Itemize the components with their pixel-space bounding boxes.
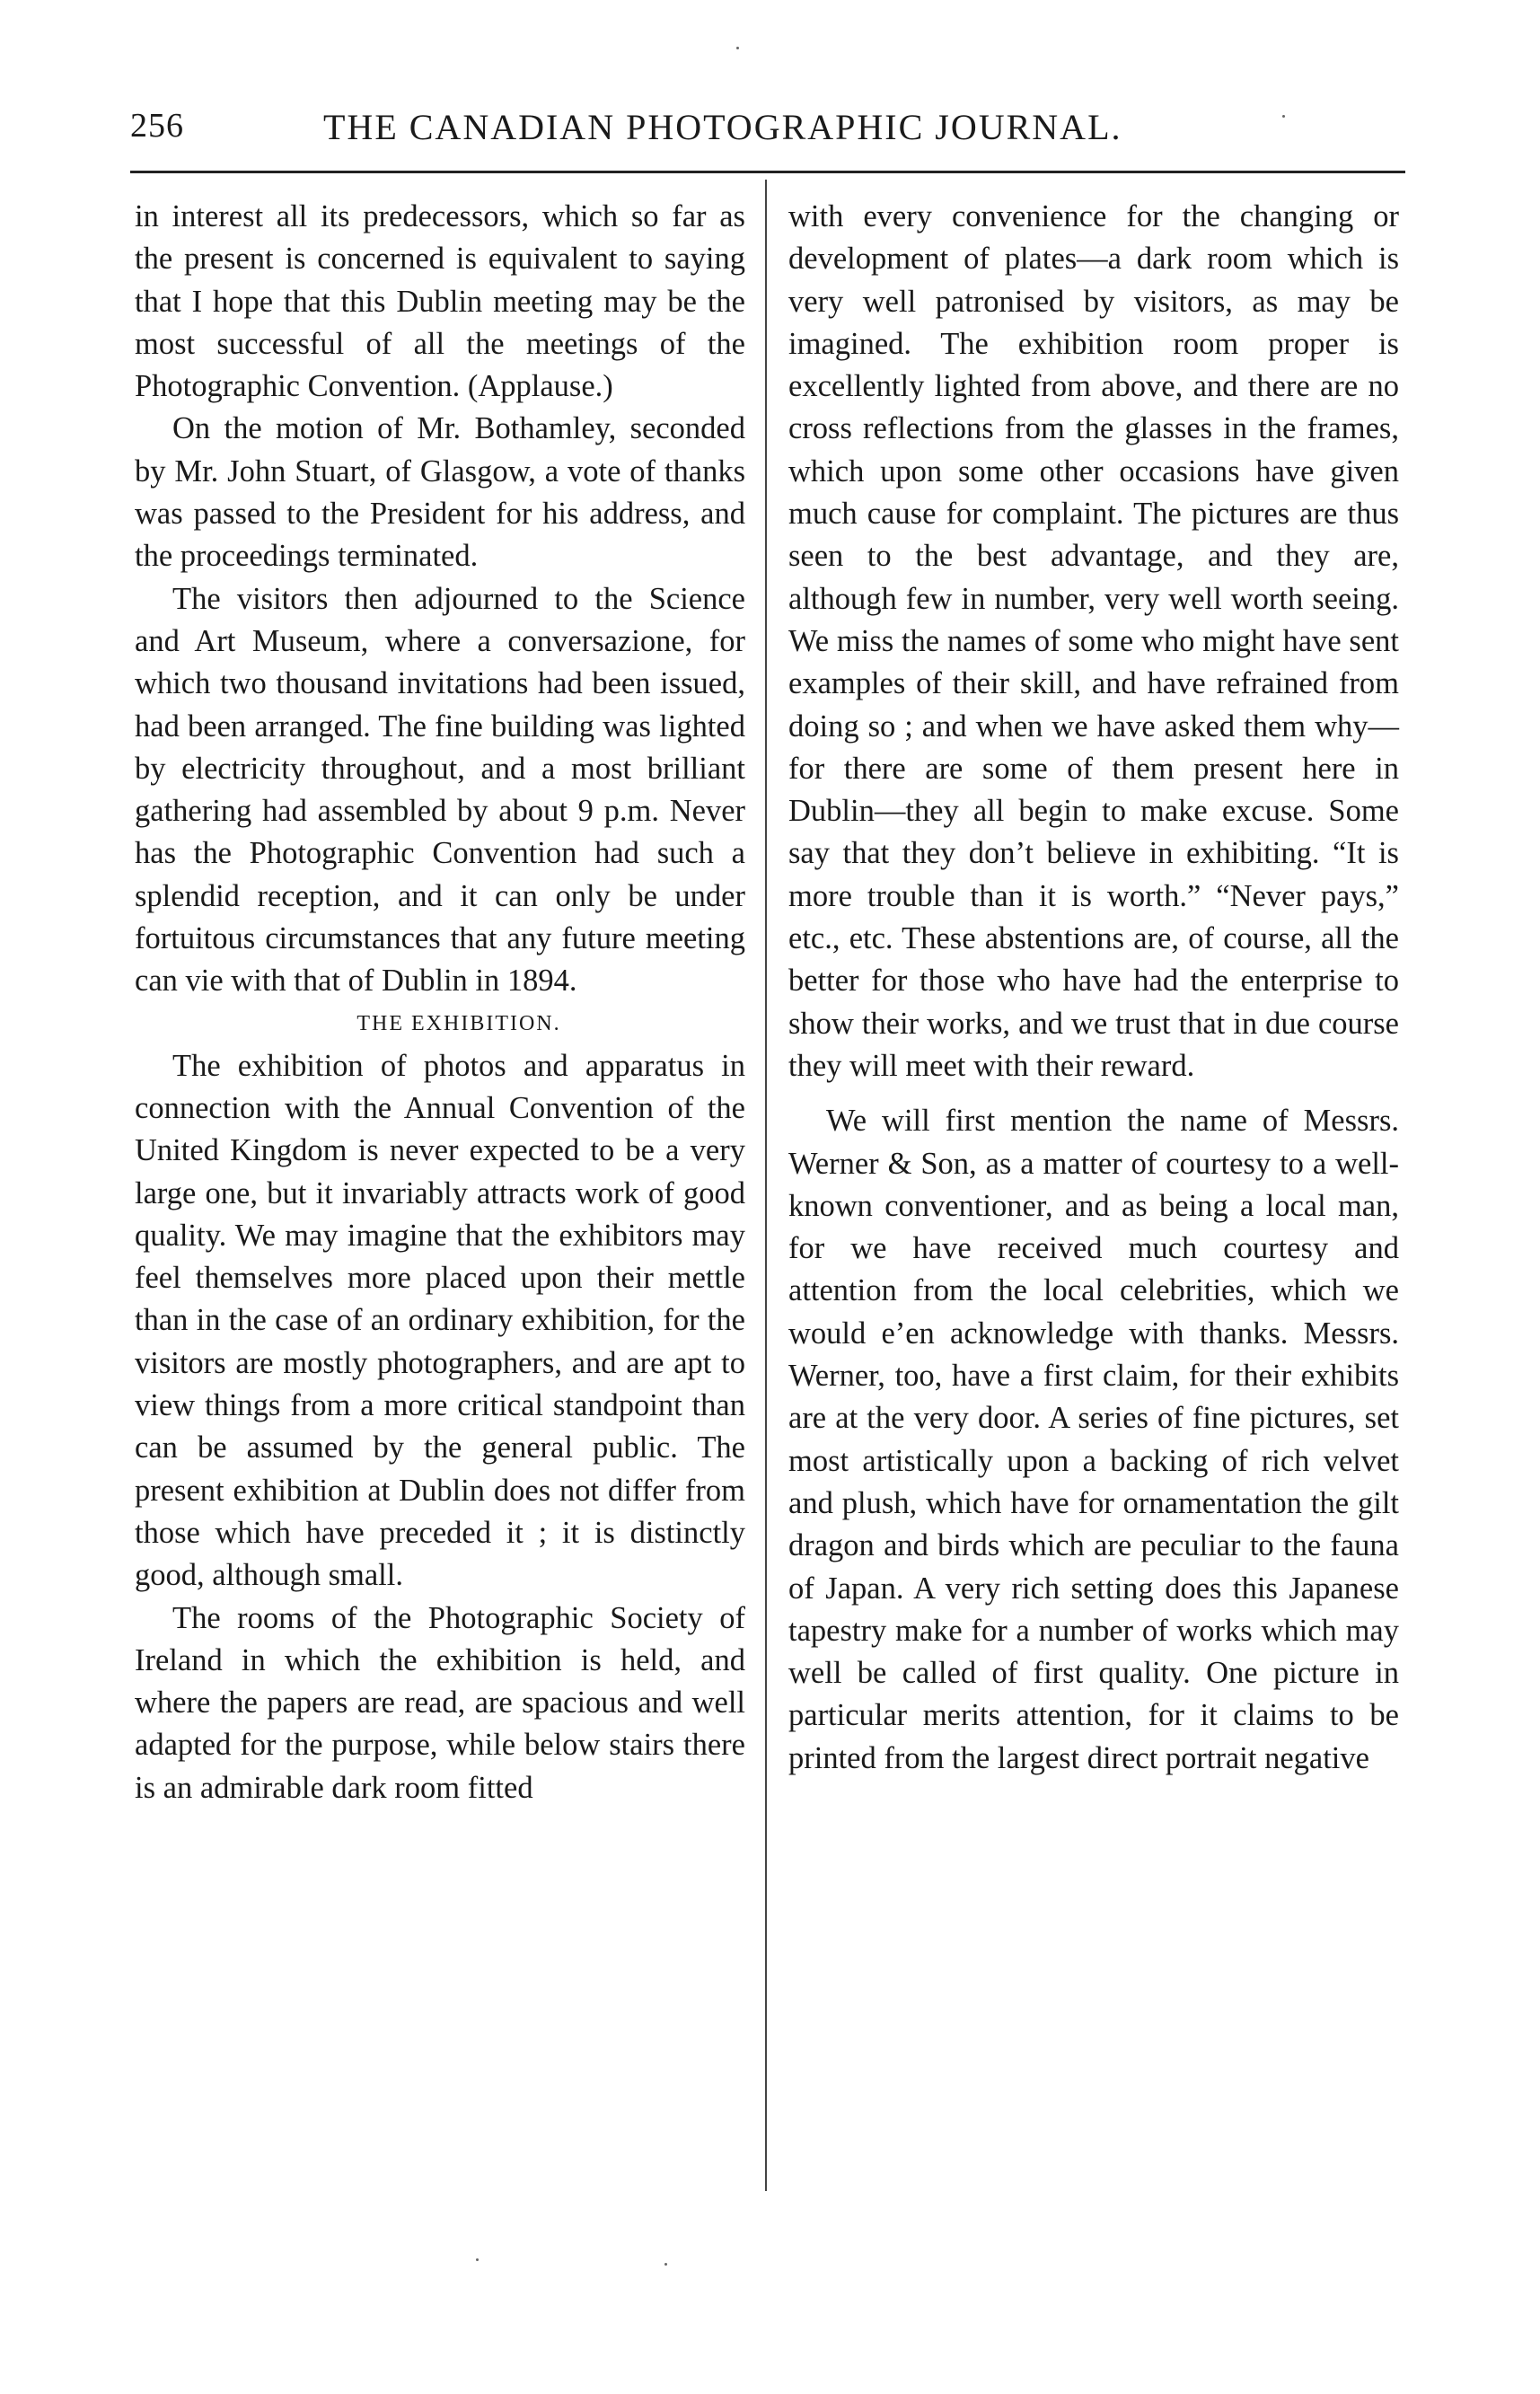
paragraph-continued-right: with every convenience for the changing or development of plates—a dark room which is very well patronised by visitors, as may be imagined. The exhibition room proper is excellently lighted from above, and there are no cross reflections from the glasses in the frames, which upon some other occasions have given much cause for complaint. The pictures are thus seen to the best advantage, and they are, although few in number, very well worth seeing. We miss the names of some who might have sent examples of their skill, and have refrained from doing so ; and when we have asked them why—for there are some of them present here in Dublin—they all begin to make excuse. Some say that they don’t believe in exhibiting. “It is more trouble than it is worth.” “Never pays,” etc., etc. These abstentions are, of course, all the better for those who have had the enterprise to show their works, and we trust that in due course they will meet with their reward. <box>788 199 1399 1083</box>
header-rule <box>130 171 1405 173</box>
paragraph-continued: in interest all its predecessors, which so far as the present is concerned is equivalent to saying that I hope that this Dublin meeting may be the most successful of all the meetings of the Photographic Convention. (Applause.) <box>135 199 745 404</box>
journal-title: THE CANADIAN PHOTOGRAPHIC JOURNAL. <box>323 107 1122 147</box>
paragraph-conversazione: The visitors then adjourned to the Science and Art Museum, where a conversazione, for which two thousand invitations had been issued, had been arranged. The fine building was lighted by electricity throughout, and a most brilliant gathering had assembled by about 9 p.m. Never has the Photographic Convention had such a splendid reception, and it can only be under fortuitous circumstances that any future meeting can vie with that of Dublin in 1894. <box>135 581 745 999</box>
paper-speck <box>736 47 739 49</box>
paragraph-vote-of-thanks: On the motion of Mr. Bothamley, seconded by Mr. John Stuart, of Glasgow, a vote of thanks was passed to the President for his address, and the proceedings terminated. <box>135 411 745 574</box>
column-divider <box>765 180 767 2191</box>
page-number: 256 <box>130 107 184 145</box>
section-heading: THE EXHIBITION. <box>356 1011 561 1035</box>
paragraph-rooms: The rooms of the Photographic Society of Ireland in which the exhibition is held, and where the papers are read, are spacious and well adapted for the purpose, while below stairs there is an admirable dark room fitted <box>135 1600 745 1805</box>
paper-speck <box>1282 115 1285 118</box>
paper-speck <box>664 2263 667 2266</box>
paper-speck <box>476 2258 479 2261</box>
running-header <box>130 106 1405 160</box>
paragraph-werner: We will first mention the name of Messrs. Werner & Son, as a matter of courtesy to a well-known conventioner, and as being a local man, for we have received much courtesy and attention from the local celebrities, which we would e’en acknowledge with thanks. Messrs. Werner, too, have a first claim, for their exhibits are at the very door. A series of fine pictures, set most artistically upon a backing of rich velvet and plush, which have for ornamentation the gilt dragon and birds which are peculiar to the fauna of Japan. A very rich setting does this Japanese tapestry make for a number of works which may well be called of first quality. One picture in particular merits attention, for it claims to be printed from the largest direct portrait negative <box>788 1104 1399 1775</box>
right-column <box>788 196 1399 1780</box>
left-column <box>135 196 745 1809</box>
paragraph-exhibition: The exhibition of photos and apparatus in connection with the Annual Convention of the United Kingdom is never expected to be a very large one, but it invariably attracts work of good quality. We may imagine that the exhibitors may feel themselves more placed upon their mettle than in the case of an ordinary exhibition, for the visitors are mostly photographers, and are apt to view things from a more critical standpoint than can be assumed by the general public. The present exhibition at Dublin does not differ from those which have preceded it ; it is distinctly good, although small. <box>135 1048 745 1593</box>
